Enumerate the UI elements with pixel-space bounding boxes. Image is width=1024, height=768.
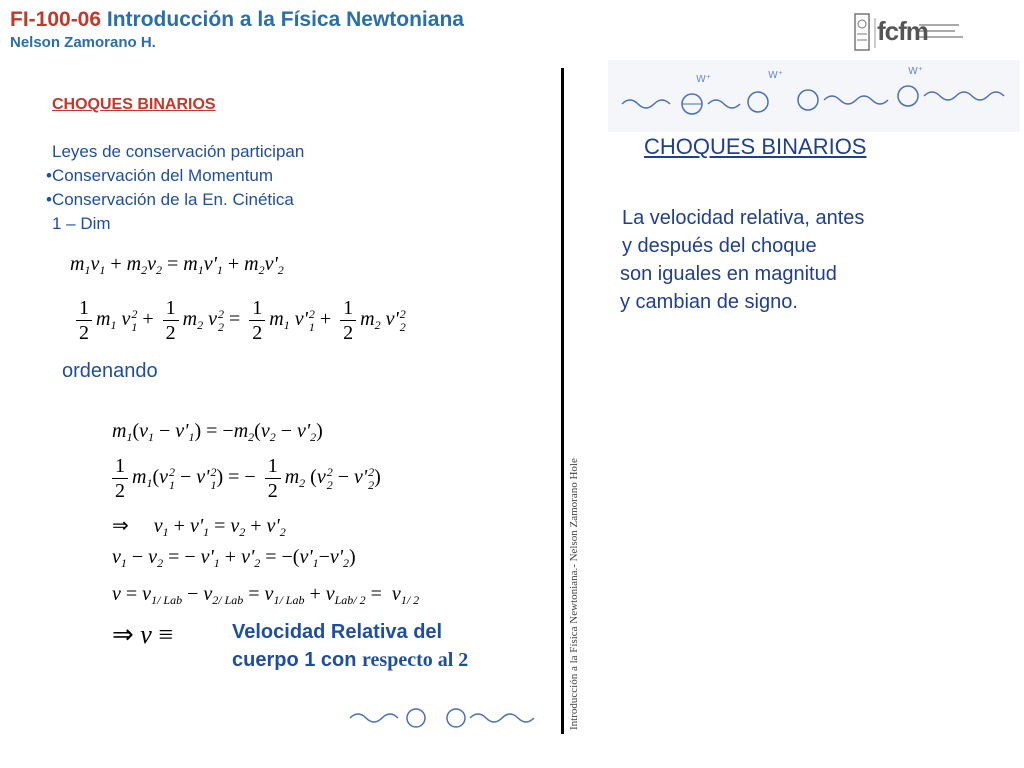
collision-doodle-header-icon: [608, 60, 1020, 132]
conclusion-line-2-sans: cuerpo 1 con: [232, 649, 363, 671]
relative-velocity-equation: $v_1 - v_2$ = − $v'_1 + v'_2 = -(v'_1-v'_2)$: [112, 546, 356, 570]
conclusion-line-2: [232, 646, 468, 674]
collision-doodle-icon: [346, 696, 546, 736]
svg-text:W⁺: W⁺: [696, 74, 712, 85]
ordering-label: ordenando: [62, 360, 158, 382]
conclusion-line-1: Velocidad Relativa del: [232, 621, 443, 643]
dimension-label: 1 – Dim: [52, 214, 111, 233]
momentum-equation: $m_1v_1 + m_2v_2 = m_1v'_1 + m_2v'_2$: [70, 253, 284, 277]
course-code: FI-100-06: [10, 8, 102, 31]
energy-equation: $\frac{1}{2}$ $m_1$ v 2 1 + $\frac{1}{2}$ $m_2$ v 2 2 = $\frac{1}{2}$ $m_1$ v' 2 1 + $\frac{1}{2}$ $m_2$ v' 2 2: [72, 296, 406, 345]
velocity-sum-equation: ⇒ $v_1 + v'_1 = v_2 + v'_2$: [112, 515, 286, 539]
implies-v-equation: ⇒ v ≡: [112, 620, 174, 649]
relative-velocity-conclusion: [232, 618, 468, 674]
momentum-rearranged: $m_1(v_1 - v'_1) = -m_2(v_2 - v'_2)$: [112, 420, 323, 444]
course-title: Introducción a la Física Newtoniana: [101, 8, 464, 31]
energy-rearranged: $\frac{1}{2}$ $m_1(v$ 2 1 − v' 2 1 ) = − $\frac{1}{2}$ $m_2$ (v 2 2 − v' 2 2 ): [108, 454, 381, 503]
column-divider: [561, 68, 564, 734]
section-title: CHOQUES BINARIOS: [52, 96, 216, 113]
svg-text:W⁺: W⁺: [908, 66, 924, 77]
fcfm-logo: [853, 12, 973, 54]
right-line-1: La velocidad relativa, antes: [622, 207, 865, 229]
bullet-momentum: •Conservación del Momentum: [46, 166, 274, 185]
svg-text:W⁺: W⁺: [768, 70, 784, 81]
right-line-2: y después del choque: [622, 235, 817, 257]
header-author: Nelson Zamorano H.: [10, 34, 156, 51]
header-title: [10, 8, 464, 32]
right-section-title: CHOQUES BINARIOS: [644, 134, 867, 159]
conclusion-line-2-serif: respecto al 2: [362, 649, 469, 671]
bullet-energy: •Conservación de la En. Cinética: [46, 190, 294, 209]
logo-text: fcfm: [877, 16, 928, 46]
right-line-4: y cambian de signo.: [620, 291, 798, 313]
right-line-3: son iguales en magnitud: [620, 263, 837, 285]
footer-vertical-text: Introducción a la Física Newtoniana.- Nelson Zamorano Hole: [568, 458, 580, 730]
intro-text: Leyes de conservación participan: [52, 142, 305, 161]
lab-frame-equation: $v = v_{1/ Lab} - v_{2/ Lab} = v_{1/ Lab} + v_{Lab/ 2} = v_{1/ 2}$: [112, 583, 420, 607]
